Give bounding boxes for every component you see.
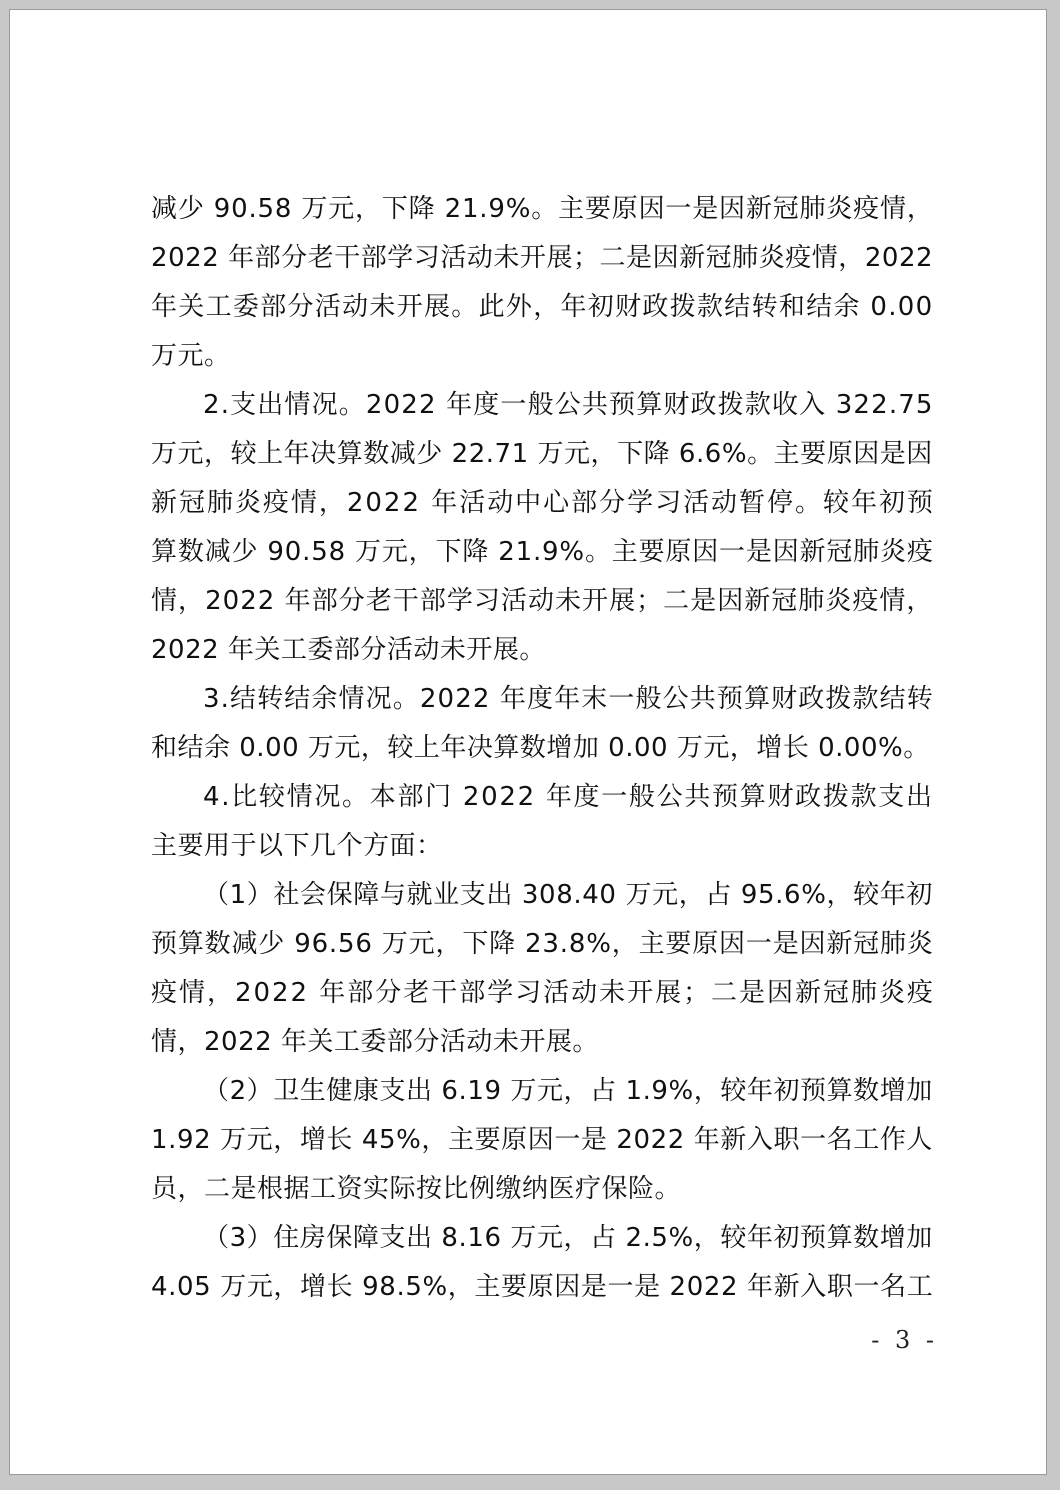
text-line: 减少 90.58 万元，下降 21.9%。主要原因一是因新冠肺炎疫情， (151, 194, 934, 224)
text-line: 2.支出情况。2022 年度一般公共预算财政拨款收入 322.75 (203, 390, 934, 420)
text-line: 4.比较情况。本部门 2022 年度一般公共预算财政拨款支出 (203, 782, 934, 812)
text-line: 2022 年关工委部分活动未开展。 (151, 635, 546, 665)
text-line: （1）社会保障与就业支出 308.40 万元，占 95.6%，较年初 (203, 880, 934, 910)
text-line: 1.92 万元，增长 45%，主要原因一是 2022 年新入职一名工作人 (151, 1125, 933, 1155)
text-line: 3.结转结余情况。2022 年度年末一般公共预算财政拨款结转 (203, 684, 934, 714)
text-line: 年关工委部分活动未开展。此外，年初财政拨款结转和结余 0.00 (151, 292, 934, 322)
text-line: 疫情，2022 年部分老干部学习活动未开展；二是因新冠肺炎疫 (151, 978, 935, 1008)
text-line: 万元，较上年决算数减少 22.71 万元，下降 6.6%。主要原因是因 (151, 439, 933, 469)
page-number: - 3 - (871, 1326, 938, 1354)
text-line: 新冠肺炎疫情，2022 年活动中心部分学习活动暂停。较年初预 (151, 488, 935, 518)
text-line: 和结余 0.00 万元，较上年决算数增加 0.00 万元，增长 0.00%。 (151, 733, 930, 763)
text-line: 情，2022 年关工委部分活动未开展。 (151, 1027, 599, 1057)
text-line: 情，2022 年部分老干部学习活动未开展；二是因新冠肺炎疫情， (151, 586, 934, 616)
text-line: 员，二是根据工资实际按比例缴纳医疗保险。 (151, 1174, 682, 1204)
document-page (9, 9, 1047, 1475)
text-line: 算数减少 90.58 万元，下降 21.9%。主要原因一是因新冠肺炎疫 (151, 537, 934, 567)
text-line: 主要用于以下几个方面： (151, 831, 443, 861)
text-line: 万元。 (151, 341, 231, 371)
text-line: 2022 年部分老干部学习活动未开展；二是因新冠肺炎疫情，2022 (151, 243, 934, 273)
text-line: （3）住房保障支出 8.16 万元，占 2.5%，较年初预算数增加 (203, 1223, 933, 1253)
text-line: （2）卫生健康支出 6.19 万元，占 1.9%，较年初预算数增加 (203, 1076, 933, 1106)
text-line: 4.05 万元，增长 98.5%，主要原因是一是 2022 年新入职一名工 (151, 1272, 934, 1302)
text-line: 预算数减少 96.56 万元，下降 23.8%，主要原因一是因新冠肺炎 (151, 929, 934, 959)
body-text (151, 185, 933, 1312)
